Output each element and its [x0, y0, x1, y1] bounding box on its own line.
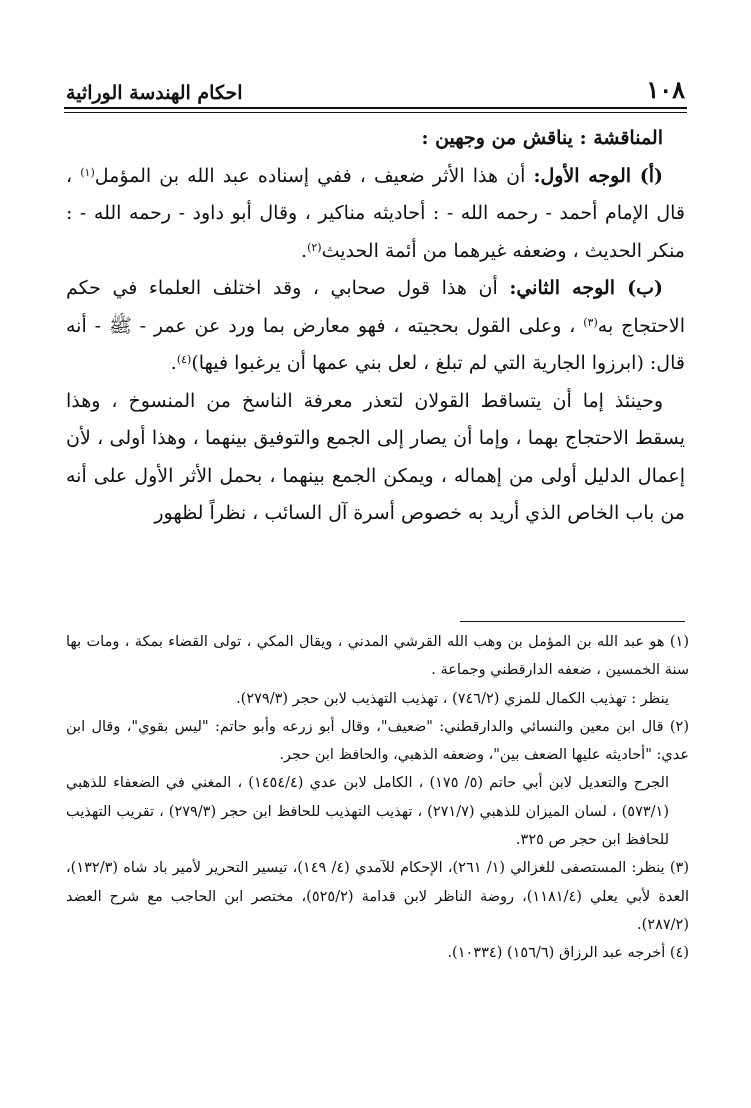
footnote-1: (١) هو عبد الله بن المؤمل بن وهب الله القرشي المدني ، ويقال المكي ، تولى القضاء بمكة ، ومات بها سنة الخمسين ، ضعفه الدارقطني وجماعة . — [66, 634, 689, 679]
second-aspect-text-2: ، وعلى القول بحجيته ، فهو معارض بما ورد عن عمر - ﷺ - أنه قال: (ابرزوا الجارية التي لم تبلغ ، لعل بني عمها أن يرغبوا فيها) — [66, 314, 685, 374]
first-aspect-text-2: ، قال الإمام أحمد - رحمه الله - : أحاديثه مناكير ، وقال أبو داود - رحمه الله - : منكر الحديث ، وضعفه غيرهما من أئمة الحديث — [66, 164, 685, 262]
header-rule-thick — [64, 107, 687, 109]
second-aspect-text: أن هذا قول صحابي ، وقد اختلف العلماء في حكم الاحتجاج به — [66, 277, 685, 337]
first-aspect-lead: (أ) الوجه الأول: — [533, 164, 663, 187]
footnote-2-refs: الجرح والتعديل لابن أبي حاتم (٥/ ١٧٥) ، الكامل لابن عدي (١٤٥٤/٤) ، المغني في الضعفاء للذهبي (٥٧٣/١) ، لسان الميزان للذهبي (٢٧١/٧) ، تهذيب التهذيب للحافظ ابن حجر (٢٧٩/٣) ، تقريب التهذيب للحافظ ابن حجر ص ٣٢٥. — [66, 775, 669, 849]
page-number: ١٠٨ — [646, 75, 685, 104]
footnote-separator — [460, 621, 685, 622]
page-header — [66, 70, 685, 104]
first-aspect-paragraph — [66, 158, 685, 271]
main-text — [66, 120, 685, 533]
first-aspect-text: أن هذا الأثر ضعيف ، ففي إسناده عبد الله بن المؤمل — [94, 164, 534, 187]
discussion-heading: المناقشة : يناقش من وجهين : — [421, 127, 663, 149]
footnote-ref-1[interactable]: (١) — [80, 165, 95, 179]
second-aspect-end: . — [170, 352, 177, 374]
second-aspect-lead: (ب) الوجه الثاني: — [509, 277, 664, 299]
first-aspect-end: . — [301, 239, 308, 262]
footnote-1-refs: ينظر : تهذيب الكمال للمزي (٧٤٦/٢) ، تهذيب التهذيب لابن حجر (٢٧٩/٣). — [236, 690, 669, 707]
footnote-ref-2[interactable]: (٢) — [307, 240, 322, 254]
footnote-ref-4[interactable]: (٤) — [176, 353, 192, 366]
running-title: احكام الهندسة الوراثية — [66, 82, 243, 104]
footnotes — [66, 628, 689, 968]
reconciliation-paragraph: وحينئذ إما أن يتساقط القولان لتعذر معرفة الناسخ من المنسوخ ، وهذا يسقط الاحتجاج بهما ، وإما أن يصار إلى الجمع والتوفيق بينهما ، وهذا أولى ، لأن إعمال الدليل أولى من إهماله ، ويمكن الجمع بينهما ، بحمل الأثر الأول على أنه من باب الخاص الذي أريد به خصوص أسرة آل السائب ، نظراً لظهور — [66, 389, 685, 524]
second-aspect-paragraph — [66, 270, 685, 383]
footnote-3: (٣) ينظر: المستصفى للغزالي (١/ ٢٦١)، الإحكام للآمدي (٤/ ١٤٩)، تيسير التحرير لأمير باد شاه (١٣٢/٣)، العدة لأبي يعلي (١١٨١/٤)، روضة الناظر لابن قدامة (٥٢٥/٢)، مختصر ابن الحاجب مع شرح العضد (٢٨٧/٢). — [66, 860, 690, 933]
footnote-ref-3[interactable]: (٣) — [583, 315, 598, 329]
header-rule-thin — [64, 112, 687, 113]
footnote-2: (٢) قال ابن معين والنسائي والدارقطني: "ضعيف"، وقال أبو زرعه وأبو حاتم: "ليس بقوي"، وقال ابن عدي: "أحاديثه عليها الضعف بين"، وضعفه الذهبي، والحافظ ابن حجر. — [66, 718, 689, 764]
footnote-4: (٤) أخرجه عبد الرزاق (١٥٦/٦) (١٠٣٣٤). — [447, 945, 689, 962]
